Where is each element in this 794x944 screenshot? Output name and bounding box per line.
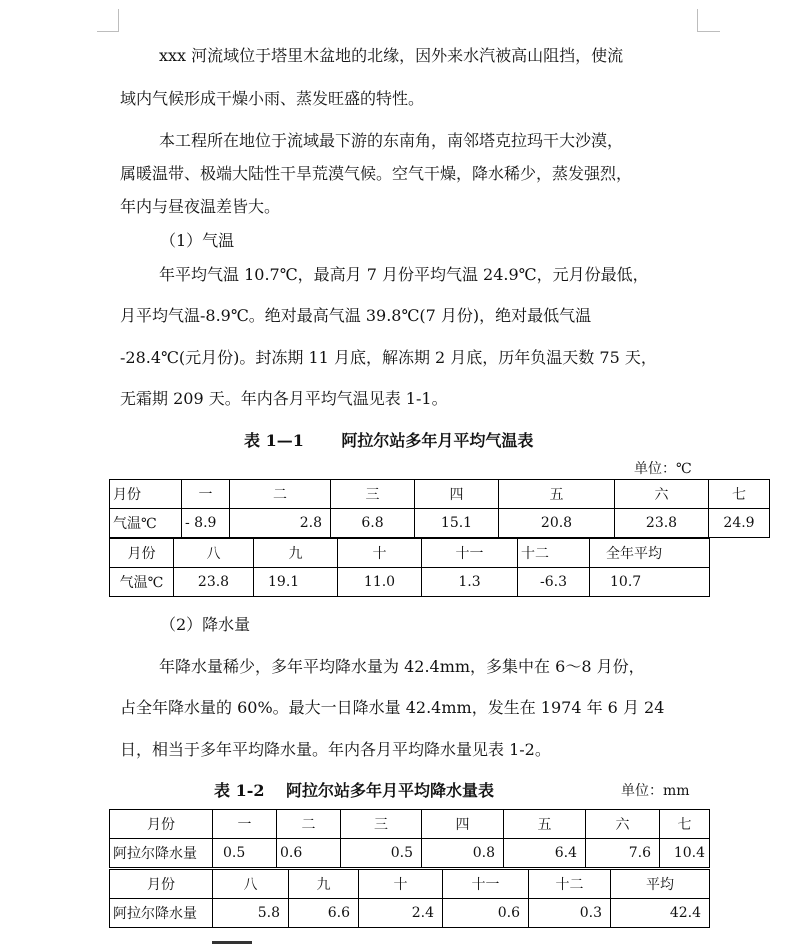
paragraph-line: 无霜期 209 天。年内各月平均气温见表 1-1。 — [120, 389, 448, 408]
table1-caption: 表 1—1 阿拉尔站多年月平均气温表 — [244, 431, 534, 450]
table-header-cell: 一 — [182, 480, 230, 509]
paragraph-line: xxx 河流域位于塔里木盆地的北缘，因外来水汽被高山阻挡，使流 — [159, 46, 624, 65]
table-cell: 42.4 — [611, 899, 710, 928]
table2-unit: 单位：mm — [621, 783, 690, 799]
table-cell: 10.4 — [660, 839, 710, 868]
table-cell: 0.3 — [529, 899, 611, 928]
table-row — [110, 568, 710, 597]
paragraph-line: 年降水量稀少，多年平均降水量为 42.4mm，多集中在 6～8 月份， — [159, 657, 645, 676]
table1-part1 — [109, 479, 770, 538]
table-cell: 0.5 — [213, 839, 277, 868]
table-header-cell: 四 — [415, 480, 499, 509]
table-cell: 0.8 — [422, 839, 504, 868]
table-row — [110, 870, 710, 899]
table-cell: 0.6 — [277, 839, 341, 868]
section-heading-precipitation: （2）降水量 — [160, 615, 251, 634]
paragraph-line: 本工程所在地位于流域最下游的东南角，南邻塔克拉玛干大沙漠， — [159, 131, 624, 150]
table-row — [110, 839, 710, 868]
table-cell: 0.6 — [443, 899, 529, 928]
table-cell: 23.8 — [174, 568, 254, 597]
paragraph-line: 年内与昼夜温差皆大。 — [120, 197, 281, 216]
table2-part2 — [109, 869, 710, 928]
top-right-margin-mark — [697, 9, 720, 32]
table-row — [110, 810, 710, 839]
table-header-cell: 二 — [277, 810, 341, 839]
table1-unit: 单位：℃ — [634, 461, 692, 477]
table-cell: 15.1 — [415, 509, 499, 538]
table-cell: 1.3 — [422, 568, 518, 597]
table-header-cell: 八 — [174, 539, 254, 568]
table-cell: 19.1 — [254, 568, 338, 597]
table-header-cell: 四 — [422, 810, 504, 839]
table-cell: 20.8 — [499, 509, 615, 538]
table-header-cell: 五 — [499, 480, 615, 509]
table-cell: 6.4 — [504, 839, 586, 868]
table-cell: - 8.9 — [182, 509, 230, 538]
table-row — [110, 509, 770, 538]
paragraph-line: -28.4℃(元月份)。封冻期 11 月底，解冻期 2 月底，历年负温天数 75 天， — [120, 348, 657, 367]
table-header-cell: 十一 — [443, 870, 529, 899]
paragraph-line: 占全年降水量的 60%。最大一日降水量 42.4mm，发生在 1974 年 6 月 24 — [120, 698, 665, 717]
table-row — [110, 480, 770, 509]
table-header-cell: 九 — [289, 870, 359, 899]
top-left-margin-mark — [97, 9, 119, 32]
table-header-cell: 九 — [254, 539, 338, 568]
paragraph-line: 域内气候形成干燥小雨、蒸发旺盛的特性。 — [120, 89, 425, 108]
table-header-cell: 八 — [213, 870, 289, 899]
table-header-cell: 月份 — [110, 870, 213, 899]
section-heading-temperature: （1）气温 — [160, 231, 235, 250]
table-cell: 0.5 — [341, 839, 422, 868]
table2-part1 — [109, 809, 710, 868]
table-row-label: 气温℃ — [110, 568, 174, 597]
table-cell: 2.8 — [230, 509, 331, 538]
paragraph-line: 月平均气温-8.9℃。绝对最高气温 39.8℃(7 月份)，绝对最低气温 — [120, 306, 592, 325]
table-cell: 10.7 — [590, 568, 710, 597]
paragraph-line: 属暖温带、极端大陆性干旱荒漠气候。空气干燥，降水稀少，蒸发强烈， — [120, 164, 633, 183]
table-header-cell: 全年平均 — [590, 539, 710, 568]
table-header-cell: 七 — [660, 810, 710, 839]
table-cell: 23.8 — [615, 509, 709, 538]
clipped-next-line — [120, 930, 698, 944]
table-header-cell: 月份 — [110, 539, 174, 568]
table1-part2 — [109, 538, 710, 597]
table-cell: 24.9 — [709, 509, 770, 538]
table-cell: -6.3 — [518, 568, 590, 597]
table-header-cell: 平均 — [611, 870, 710, 899]
table-cell: 2.4 — [359, 899, 443, 928]
table-header-cell: 五 — [504, 810, 586, 839]
paragraph-line: 日，相当于多年平均降水量。年内各月平均降水量见表 1-2。 — [120, 740, 551, 759]
table-header-cell: 三 — [341, 810, 422, 839]
table-header-cell: 月份 — [110, 810, 213, 839]
table-row-label: 阿拉尔降水量 — [110, 839, 213, 868]
table-header-cell: 十 — [338, 539, 422, 568]
table-header-cell: 七 — [709, 480, 770, 509]
table-cell: 5.8 — [213, 899, 289, 928]
table-header-cell: 一 — [213, 810, 277, 839]
paragraph-line: 年平均气温 10.7℃，最高月 7 月份平均气温 24.9℃，元月份最低， — [159, 265, 649, 284]
table-header-cell: 二 — [230, 480, 331, 509]
table-cell: 6.8 — [331, 509, 415, 538]
table-header-cell: 十 — [359, 870, 443, 899]
table-header-cell: 三 — [331, 480, 415, 509]
table-row — [110, 899, 710, 928]
table-cell: 6.6 — [289, 899, 359, 928]
table-row-label: 气温℃ — [110, 509, 182, 538]
table-cell: 7.6 — [586, 839, 660, 868]
table-header-cell: 月份 — [110, 480, 182, 509]
table-header-cell: 六 — [615, 480, 709, 509]
table-header-cell: 十二 — [518, 539, 590, 568]
table-row-label: 阿拉尔降水量 — [110, 899, 213, 928]
table-cell: 11.0 — [338, 568, 422, 597]
table-header-cell: 十二 — [529, 870, 611, 899]
table-row — [110, 539, 710, 568]
table-header-cell: 十一 — [422, 539, 518, 568]
table-header-cell: 六 — [586, 810, 660, 839]
table2-caption: 表 1-2 阿拉尔站多年月平均降水量表 — [214, 781, 495, 800]
